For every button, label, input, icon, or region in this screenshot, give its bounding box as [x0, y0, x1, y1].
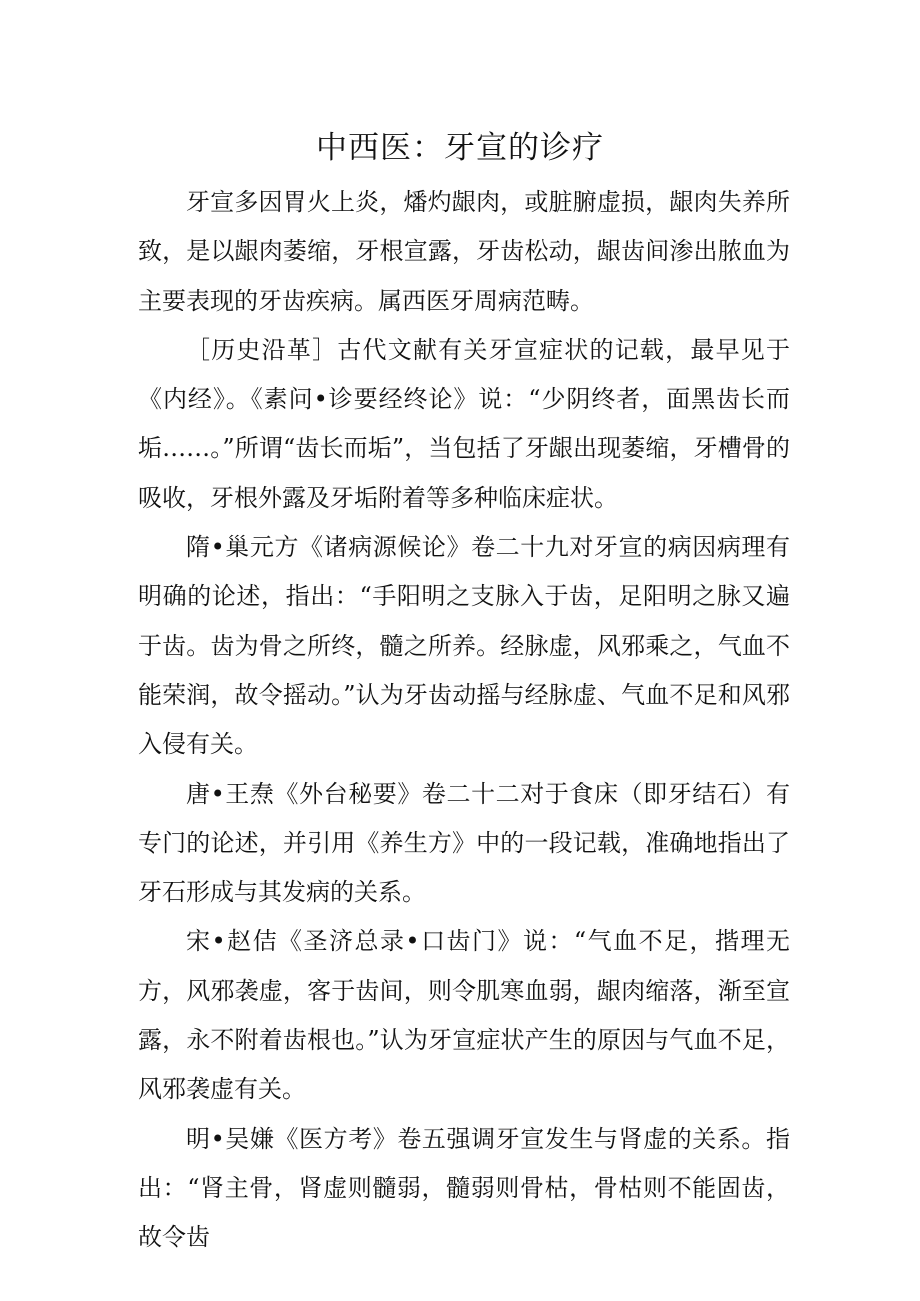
page-title: 中西医：牙宣的诊疗: [316, 130, 604, 166]
paragraph-ming: 明•吴嫌《医方考》卷五强调牙宣发生与肾虚的关系。指出：“肾主骨，肾虚则髓弱，髓弱则骨枯，骨枯则不能固齿，故令齿: [138, 1124, 790, 1252]
document-body: [138, 178, 790, 1263]
paragraph-sui: 隋•巢元方《诸病源候论》卷二十九对牙宣的病因病理有明确的论述，指出：“手阳明之支脉入于齿，足阳明之脉又遍于齿。齿为骨之所终，髓之所养。经脉虚，风邪乘之，气血不能荣润，故令摇动。”认为牙齿动摇与经脉虚、气血不足和风邪入侵有关。: [138, 533, 790, 759]
paragraph-song: 宋•赵佶《圣济总录•口齿门》说：“气血不足，揩理无方，风邪袭虚，客于齿间，则令肌寒血弱，龈肉缩落，渐至宣露，永不附着齿根也。”认为牙宣症状产生的原因与气血不足，风邪袭虚有关。: [138, 927, 790, 1104]
paragraph-tang: 唐•王焘《外台秘要》卷二十二对于食床（即牙结石）有专门的论述，并引用《养生方》中的一段记载，准确地指出了牙石形成与其发病的关系。: [138, 779, 790, 907]
paragraph-intro: 牙宣多因胃火上炎，燔灼龈肉，或脏腑虚损，龈肉失养所致，是以龈肉萎缩，牙根宣露，牙齿松动，龈齿间渗出脓血为主要表现的牙齿疾病。属西医牙周病范畴。: [138, 188, 790, 315]
paragraph-history: ［历史沿革］古代文献有关牙宣症状的记载，最早见于《内经》。《素问•诊要经终论》说：“少阴终者，面黑齿长而垢……。”所谓“齿长而垢”，当包括了牙龈出现萎缩，牙槽骨的吸收，牙根外露及牙垢附着等多种临床症状。: [138, 335, 790, 512]
